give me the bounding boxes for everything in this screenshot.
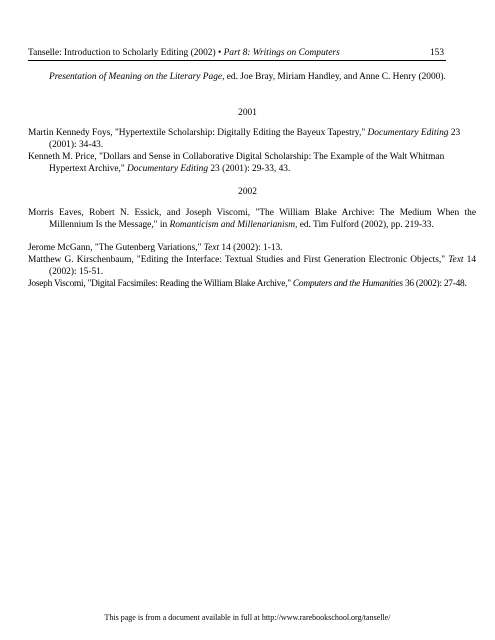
entry-tail: 36 (2002): 27-48.: [402, 279, 467, 289]
entry-text: Matthew G. Kirschenbaum, "Editing the Interface: Textual Studies and First Generation Electronic Objects,": [28, 255, 449, 265]
journal-title: Text: [203, 243, 220, 253]
bibliography-entry: [28, 151, 476, 175]
entry-text: Joseph Viscomi, "Digital Facsimiles: Reading the William Blake Archive,": [28, 279, 293, 289]
entry-text: Martin Kennedy Foys, "Hypertextile Scholarship: Digitally Editing the Bayeux Tapestry,": [28, 128, 368, 138]
journal-title: Romanticism and Millenarianism: [169, 220, 295, 230]
header-bullet: •: [217, 48, 222, 58]
entry-tail: 14 (2002): 15-51.: [49, 255, 476, 277]
bibliography-entry: [28, 127, 476, 151]
entry-text: Jerome McGann, "The Gutenberg Variations,": [28, 243, 204, 253]
bibliography-entry: [28, 207, 476, 231]
bibliography-entry: [28, 254, 476, 278]
bibliography-entry: [28, 278, 476, 290]
year-heading-2001: 2001: [238, 108, 257, 118]
entry-tail: 23 (2001): 34-43.: [49, 128, 461, 150]
book-title: Presentation of Meaning on the Literary Page: [49, 72, 223, 82]
journal-title: Documentary Editing: [127, 164, 209, 174]
header-rule: [28, 60, 446, 61]
continued-entry: [49, 71, 459, 83]
year-heading-2002: 2002: [238, 187, 257, 197]
journal-title: Documentary Editing: [367, 128, 449, 138]
running-head-title: Tanselle: Introduction to Scholarly Editing (2002): [28, 48, 216, 58]
entry-tail: 14 (2002): 1-13.: [219, 243, 283, 253]
source-footer: This page is from a document available in full at http://www.rarebookschool.org/tanselle/: [104, 613, 391, 622]
running-header: [28, 47, 446, 60]
entry-tail: , ed. Joe Bray, Miriam Handley, and Anne C. Henry (2000).: [222, 72, 446, 82]
bibliography-entry: [28, 242, 476, 254]
entry-tail: , ed. Tim Fulford (2002), pp. 219-33.: [295, 220, 434, 230]
journal-title: Text: [448, 255, 464, 265]
page-number: 153: [429, 48, 444, 58]
entry-tail: 23 (2001): 29-33, 43.: [208, 164, 291, 174]
header-section-title: Part 8: Writings on Computers: [223, 48, 340, 58]
entry-text: Kenneth M. Price, "Dollars and Sense in Collaborative Digital Scholarship: The Example of the Walt Whitman Hypertext Archive,": [28, 152, 445, 174]
journal-title: Computers and the Humanities: [292, 279, 403, 289]
entry-text: Morris Eaves, Robert N. Essick, and Joseph Viscomi, "The William Blake Archive: The Medium When the Millennium Is the Message," in: [28, 208, 476, 230]
